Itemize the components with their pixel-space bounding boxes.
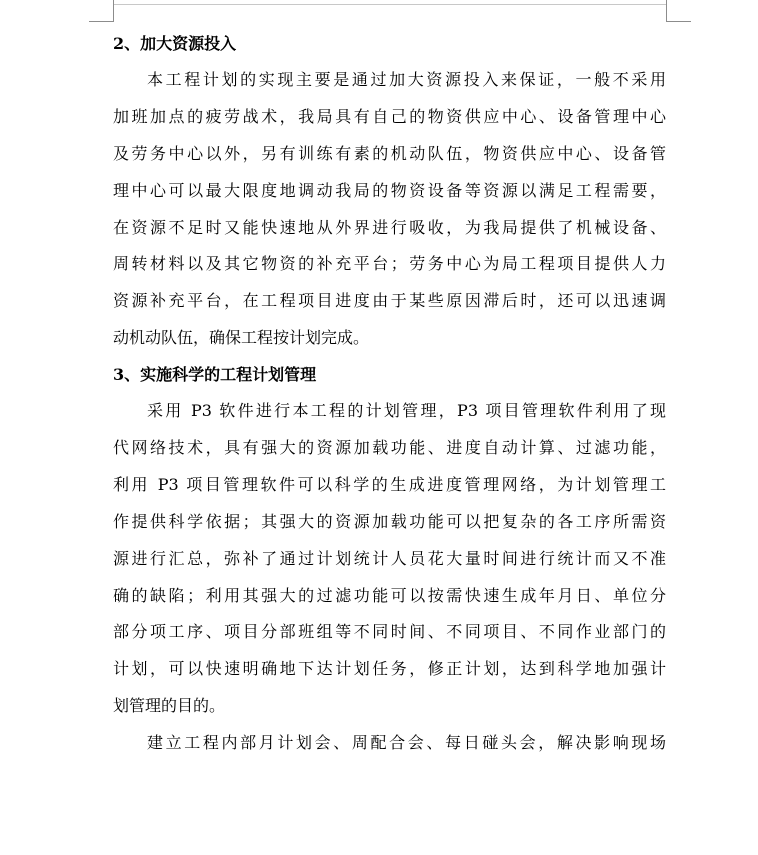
section-heading: 2、加大资源投入 xyxy=(113,34,237,53)
paragraph-line: 在资源不足时又能快速地从外界进行吸收，为我局提供了机械设备、 xyxy=(113,217,666,237)
paragraph-line: 划管理的目的。 xyxy=(113,696,226,716)
paragraph xyxy=(113,393,666,725)
paragraph-line: 作提供科学依据；其强大的资源加载功能可以把复杂的各工序所需资 xyxy=(113,511,666,531)
paragraph-line: 代网络技术，具有强大的资源加载功能、进度自动计算、过滤功能， xyxy=(113,438,666,458)
paragraph-line: 采用 P3 软件进行本工程的计划管理，P3 项目管理软件利用了现 xyxy=(147,401,666,421)
page-top-edge xyxy=(113,4,666,5)
paragraph-line: 周转材料以及其它物资的补充平台；劳务中心为局工程项目提供人力 xyxy=(113,254,666,274)
paragraph xyxy=(113,62,666,357)
paragraph-line: 部分项工序、项目分部班组等不同时间、不同项目、不同作业部门的 xyxy=(113,622,666,642)
top-left-corner-mark-vertical xyxy=(113,0,114,22)
paragraph xyxy=(113,725,666,762)
top-right-corner-mark xyxy=(666,21,691,22)
paragraph-line: 建立工程内部月计划会、周配合会、每日碰头会，解决影响现场 xyxy=(147,733,666,753)
paragraph-line: 利用 P3 项目管理软件可以科学的生成进度管理网络，为计划管理工 xyxy=(113,474,666,494)
paragraph-line: 动机动队伍，确保工程按计划完成。 xyxy=(113,328,370,348)
paragraph-line: 理中心可以最大限度地调动我局的物资设备等资源以满足工程需要， xyxy=(113,180,666,200)
paragraph-line: 源进行汇总，弥补了通过计划统计人员花大量时间进行统计而又不准 xyxy=(113,548,666,568)
paragraph-line: 确的缺陷；利用其强大的过滤功能可以按需快速生成年月日、单位分 xyxy=(113,585,666,605)
paragraph-line: 加班加点的疲劳战术，我局具有自己的物资供应中心、设备管理中心 xyxy=(113,106,666,126)
paragraph-line: 本工程计划的实现主要是通过加大资源投入来保证，一般不采用 xyxy=(147,70,666,89)
document-body xyxy=(113,26,666,762)
top-left-corner-mark xyxy=(89,21,113,22)
section-heading: 3、实施科学的工程计划管理 xyxy=(113,365,317,385)
paragraph-line: 资源补充平台，在工程项目进度由于某些原因滞后时，还可以迅速调 xyxy=(113,291,666,311)
top-right-corner-mark-vertical xyxy=(666,0,667,22)
paragraph-line: 及劳务中心以外，另有训练有素的机动队伍，物资供应中心、设备管 xyxy=(113,143,666,163)
paragraph-line: 计划，可以快速明确地下达计划任务，修正计划，达到科学地加强计 xyxy=(113,659,666,679)
